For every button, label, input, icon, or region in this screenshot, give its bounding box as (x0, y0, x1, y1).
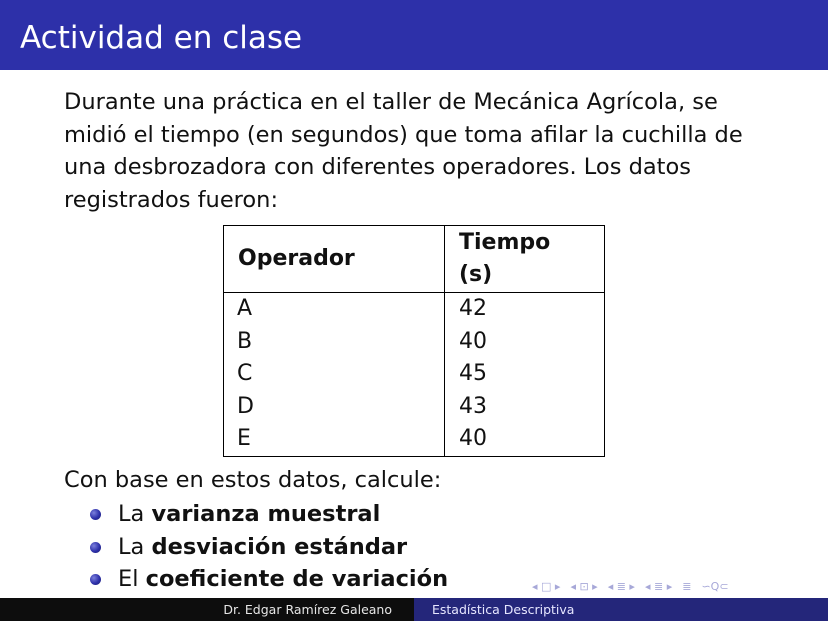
nav-section-icon[interactable]: ◂ ≣ ▸ (607, 579, 635, 593)
task-bold: desviación estándar (151, 533, 408, 560)
intro-line: una desbrozadora con diferentes operadores. Los datos (64, 154, 691, 180)
footer-course: Estadística Descriptiva (414, 598, 828, 621)
table-row (224, 423, 605, 456)
beamer-navigation (532, 578, 729, 594)
operator-cell: E (224, 423, 445, 456)
table-row (224, 358, 605, 391)
list-item (90, 498, 448, 531)
header-tiempo-unit: (s) (459, 262, 493, 287)
nav-search-icon[interactable]: ∽Q⊂ (701, 579, 729, 593)
task-prefix: El (118, 566, 146, 592)
intro-line: Durante una práctica en el taller de Mecánica Agrícola, se (64, 89, 718, 115)
prompt-text: Con base en estos datos, calcule: (64, 467, 442, 493)
header-tiempo-label: Tiempo (459, 230, 551, 255)
title-bar (0, 0, 828, 70)
footer (0, 598, 828, 621)
operator-cell: A (224, 293, 445, 326)
nav-subsubsection-icon[interactable]: ◂ ≣ ▸ (644, 579, 673, 593)
operator-cell: C (224, 358, 445, 391)
table-row (224, 293, 605, 326)
intro-paragraph (64, 86, 764, 216)
task-bold: coeficiente de variación (145, 566, 449, 592)
intro-line: midió el tiempo (en segundos) que toma afilar la cuchilla de (64, 121, 743, 148)
header-operador: Operador (224, 226, 445, 293)
time-cell: 42 (459, 296, 487, 321)
nav-subsection-icon[interactable]: ◂ ⊡ ▸ (570, 579, 598, 593)
task-prefix: La (118, 533, 152, 560)
footer-author: Dr. Edgar Ramírez Galeano (0, 598, 414, 621)
slide-title: Actividad en clase (20, 20, 303, 56)
data-table (223, 225, 605, 457)
time-cell: 40 (459, 328, 487, 354)
nav-frame-icon[interactable]: ◂ □ ▸ (532, 579, 561, 593)
list-item (90, 531, 448, 564)
intro-line: registrados fueron: (64, 186, 279, 213)
nav-align-icon[interactable]: ≣ (682, 579, 692, 593)
operator-cell: B (224, 326, 445, 359)
task-bold: varianza muestral (151, 501, 381, 527)
operator-cell: D (224, 391, 445, 424)
time-cell: 45 (459, 361, 487, 386)
task-prefix: La (118, 501, 152, 527)
time-cell: 40 (459, 426, 487, 451)
bullet-icon (90, 574, 101, 585)
table-row (224, 391, 605, 424)
list-item (90, 563, 448, 596)
header-tiempo (445, 226, 605, 293)
table-header-row (224, 226, 605, 293)
task-list (90, 498, 448, 596)
bullet-icon (90, 509, 101, 520)
bullet-icon (90, 542, 101, 553)
table-row (224, 326, 605, 359)
time-cell: 43 (459, 393, 487, 419)
